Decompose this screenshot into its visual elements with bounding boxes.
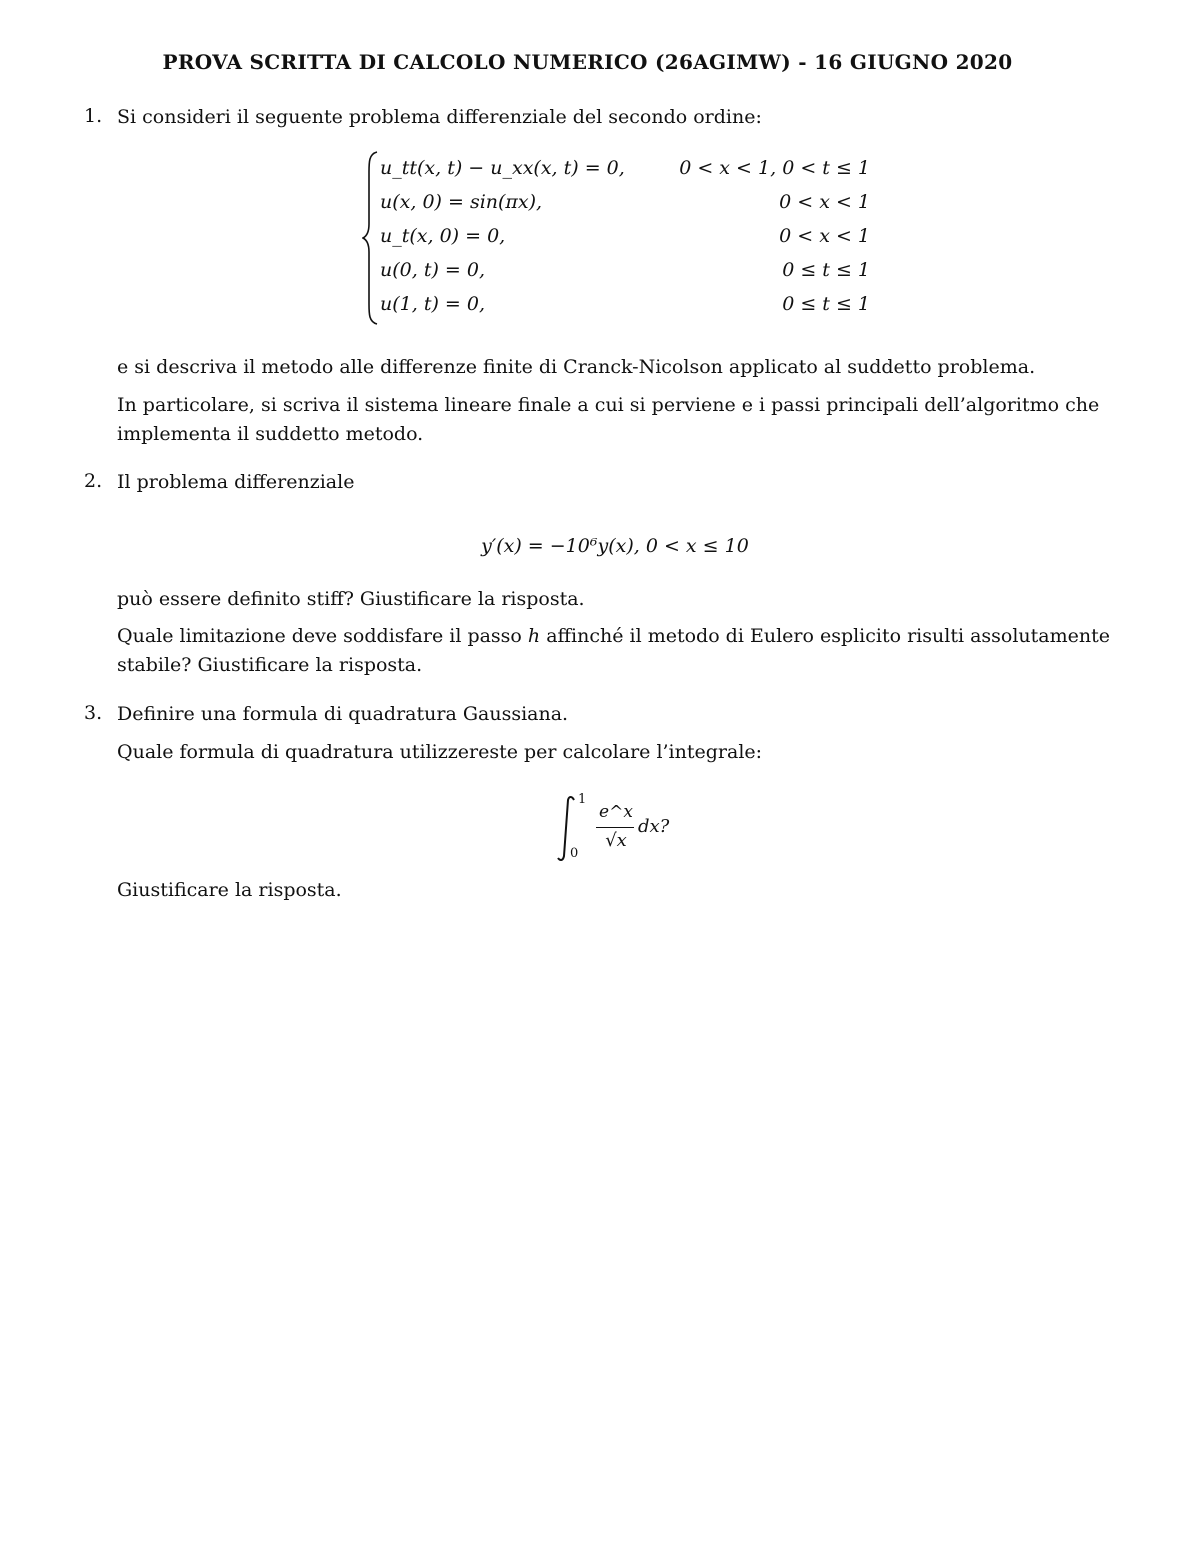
- equation-condition: 0 < x < 1, 0 < t ≤ 1: [679, 157, 870, 179]
- equation-row: [380, 254, 870, 286]
- integral-differential: dx?: [638, 816, 670, 837]
- question-3-number: 3.: [84, 702, 103, 724]
- integral-expression: [550, 790, 690, 870]
- question-2-intro: Il problema differenziale: [117, 471, 355, 493]
- text-segment: Quale limitazione deve soddisfare il passo: [117, 625, 528, 647]
- question-3-text-3: Giustificare la risposta.: [117, 879, 342, 901]
- left-brace-icon: [362, 150, 380, 326]
- equation-condition: 0 < x < 1: [779, 191, 870, 213]
- fraction-bar: [596, 827, 634, 828]
- fraction-numerator: e^x: [599, 802, 633, 822]
- equation-lhs: u(0, t) = 0,: [380, 259, 485, 281]
- step-variable: h: [527, 625, 541, 647]
- question-3-text-2: Quale formula di quadratura utilizzereste per calcolare l’integrale:: [117, 741, 763, 763]
- equation-row: [380, 220, 870, 252]
- equation-condition: 0 < x < 1: [779, 225, 870, 247]
- equation-row: [380, 288, 870, 320]
- equation-lhs: u(x, 0) = sin(πx),: [380, 191, 543, 213]
- equation-condition: 0 ≤ t ≤ 1: [782, 293, 870, 315]
- question-2-text-2: [117, 622, 1127, 680]
- integral-lower-limit: 0: [570, 846, 579, 861]
- equation-row: [380, 186, 870, 218]
- question-1-number: 1.: [84, 105, 103, 127]
- differential-equation: y′(x) = −10⁶y(x), 0 < x ≤ 10: [481, 535, 749, 557]
- equation-lhs: u_t(x, 0) = 0,: [380, 225, 506, 247]
- fraction-denominator: √x: [605, 830, 627, 851]
- question-1-text-2: In particolare, si scriva il sistema lineare finale a cui si perviene e i passi principali dell’algoritmo che implementa il suddetto metodo.: [117, 394, 1100, 445]
- question-1-text-1: e si descriva il metodo alle differenze finite di Cranck-Nicolson applicato al suddetto problema.: [117, 356, 1036, 378]
- question-1-intro: Si consideri il seguente problema differenziale del secondo ordine:: [117, 106, 762, 128]
- question-2-number: 2.: [84, 470, 103, 492]
- equation-row: [380, 152, 870, 184]
- question-2-text-1: può essere definito stiff? Giustificare la risposta.: [117, 588, 585, 610]
- integral-upper-limit: 1: [578, 792, 587, 807]
- page-title: PROVA SCRITTA DI CALCOLO NUMERICO (26AGIMW) - 16 GIUGNO 2020: [162, 50, 1013, 74]
- equation-lhs: u(1, t) = 0,: [380, 293, 485, 315]
- text-segment: affinché il metodo di Eulero esplicito risulti assolutamente stabile? Giustificare la risposta.: [117, 625, 1110, 676]
- equation-lhs: u_tt(x, t) − u_xx(x, t) = 0,: [380, 157, 625, 179]
- question-3-text-1: Definire una formula di quadratura Gaussiana.: [117, 703, 569, 725]
- equation-condition: 0 ≤ t ≤ 1: [782, 259, 870, 281]
- equation-system: [362, 150, 882, 330]
